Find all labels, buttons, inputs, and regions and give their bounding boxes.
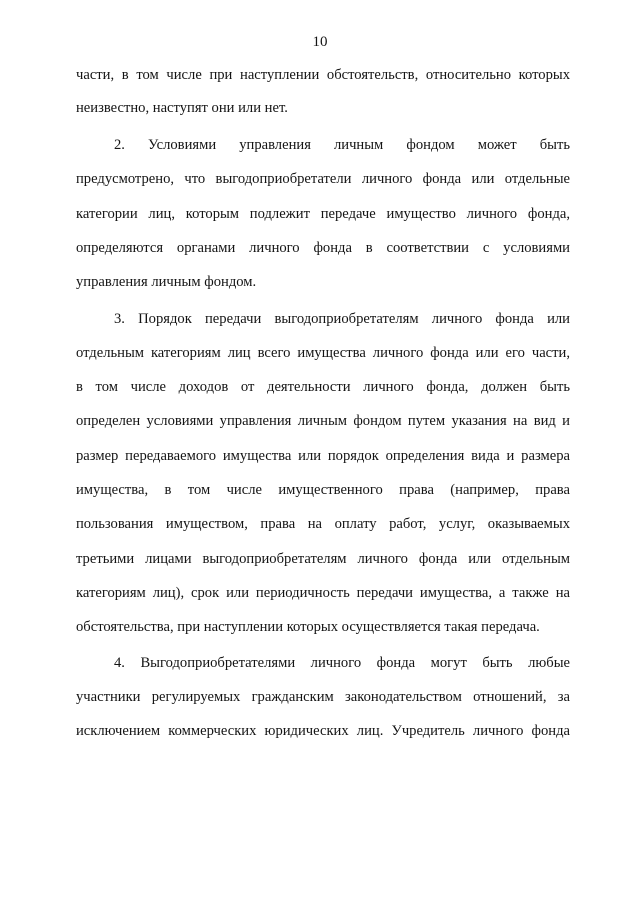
text-line: размер передаваемого имущества или порядок определения вида и размера <box>76 448 570 464</box>
text-line: определяются органами личного фонда в соответствии с условиями <box>76 240 570 256</box>
text-line: управления личным фондом. <box>76 274 257 290</box>
text-line: определен условиями управления личным фондом путем указания на вид и <box>76 413 570 429</box>
text-line: части, в том числе при наступлении обстоятельств, относительно которых <box>76 67 570 83</box>
text-line: отдельным категориям лиц всего имущества личного фонда или его части, <box>76 345 570 361</box>
text-line: пользования имуществом, права на оплату работ, услуг, оказываемых <box>76 516 570 532</box>
text-line: предусмотрено, что выгодоприобретатели личного фонда или отдельные <box>76 171 570 187</box>
text-line: неизвестно, наступят они или нет. <box>76 100 288 116</box>
text-line: исключением коммерческих юридических лиц. Учредитель личного фонда <box>76 723 570 739</box>
paragraph-4-first-line: 4. Выгодоприобретателями личного фонда могут быть любые <box>114 655 570 671</box>
text-line: третьими лицами выгодоприобретателям личного фонда или отдельным <box>76 551 570 567</box>
text-line: имущества, в том числе имущественного права (например, права <box>76 482 570 498</box>
text-line: участники регулируемых гражданским законодательством отношений, за <box>76 689 570 705</box>
text-line: в том числе доходов от деятельности личного фонда, должен быть <box>76 379 570 395</box>
text-line: обстоятельства, при наступлении которых осуществляется такая передача. <box>76 619 540 635</box>
paragraph-2-first-line: 2. Условиями управления личным фондом может быть <box>114 137 570 153</box>
text-line: категориям лиц), срок или периодичность передачи имущества, а также на <box>76 585 570 601</box>
page-number: 10 <box>312 34 328 50</box>
paragraph-3-first-line: 3. Порядок передачи выгодоприобретателям личного фонда или <box>114 311 570 327</box>
text-line: категории лиц, которым подлежит передаче имущество личного фонда, <box>76 206 570 222</box>
